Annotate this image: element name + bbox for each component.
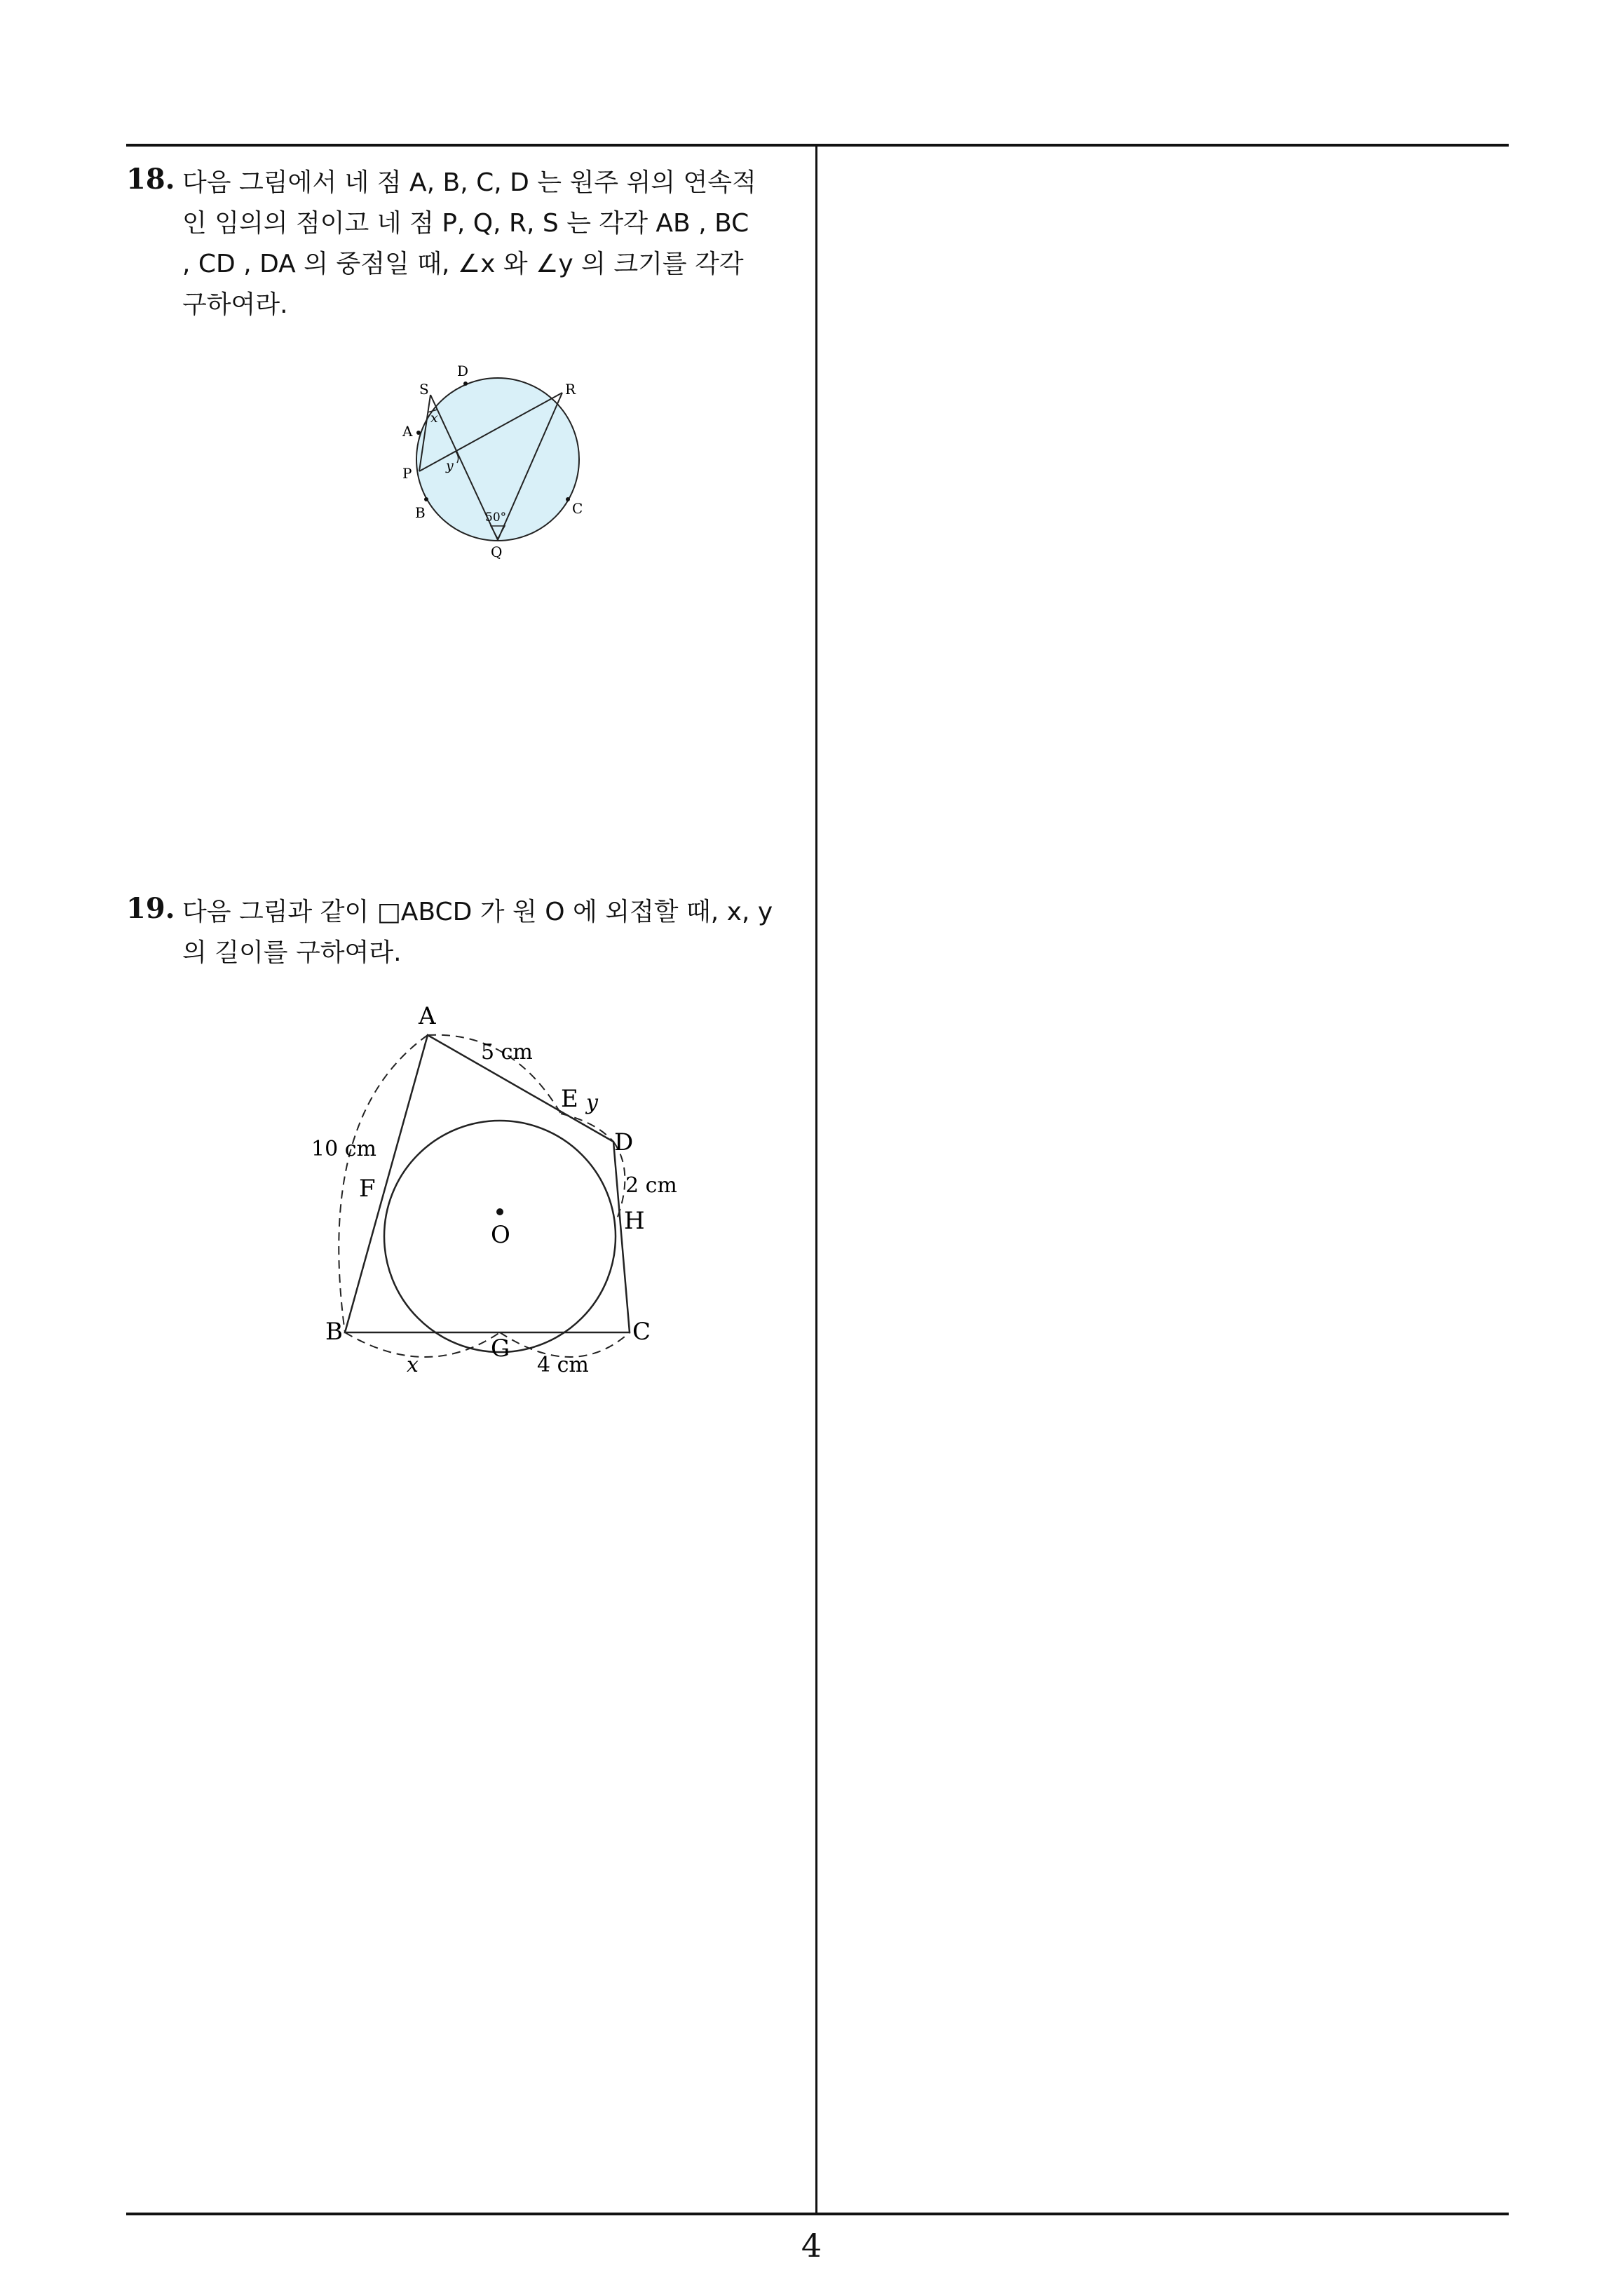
point-a-dot	[416, 431, 421, 435]
point-label-d: D	[457, 363, 469, 379]
bottom-rule	[126, 2213, 1509, 2215]
point-label-s: S	[419, 381, 429, 398]
point-label-c: C	[572, 500, 583, 517]
vertex-label-c: C	[632, 1318, 651, 1346]
point-label-p: P	[402, 465, 412, 482]
problem-line: 의 길이를 구하여라.	[182, 938, 402, 967]
point-b-dot	[424, 497, 428, 501]
tangent-label-e: E	[561, 1085, 578, 1113]
top-rule	[126, 144, 1509, 147]
problem-line: 다음 그림에서 네 점 A, B, C, D 는 원주 위의 연속적	[182, 168, 756, 197]
tangent-label-g: G	[491, 1335, 510, 1363]
point-label-r: R	[565, 381, 576, 398]
vertex-label-b: B	[325, 1318, 343, 1346]
point-label-q: Q	[491, 543, 503, 560]
problem-line: 구하여라.	[182, 290, 288, 319]
angle-x-label: x	[430, 410, 438, 426]
angle-q-label: 50°	[485, 511, 507, 525]
point-label-a: A	[402, 423, 413, 440]
point-label-b: B	[415, 504, 426, 521]
point-d-dot	[463, 381, 468, 386]
problem-line: 인 임의의 점이고 네 점 P, Q, R, S 는 각각 AB , BC	[182, 209, 749, 238]
tangent-label-f: F	[359, 1175, 376, 1203]
problem-text	[182, 163, 929, 325]
figure-18	[393, 358, 603, 568]
length-label-5cm: 5 cm	[481, 1040, 533, 1065]
dashed-arc-bg	[345, 1332, 500, 1357]
quadrilateral-abcd	[345, 1035, 630, 1332]
page-number: 4	[801, 2227, 822, 2264]
vertex-label-a: A	[419, 1002, 436, 1030]
center-o-dot	[496, 1208, 503, 1215]
problem-line: , CD , DA 의 중점일 때, ∠x 와 ∠y 의 크기를 각각	[182, 250, 744, 278]
length-label-4cm: 4 cm	[537, 1353, 589, 1377]
length-label-10cm: 10 cm	[311, 1137, 376, 1161]
center-label-o: O	[491, 1221, 510, 1249]
tangent-label-h: H	[624, 1207, 645, 1235]
dashed-arc-ab	[339, 1035, 428, 1332]
figure-19	[301, 989, 694, 1389]
problem-text	[182, 892, 929, 973]
problem-line: 다음 그림과 같이 □ABCD 가 원 O 에 외접할 때, x, y	[182, 898, 773, 926]
problem-number: 19.	[126, 892, 175, 925]
length-label-x: x	[407, 1353, 419, 1377]
length-label-2cm: 2 cm	[625, 1173, 677, 1198]
column-divider	[815, 144, 817, 2214]
angle-y-label: y	[446, 458, 454, 473]
problem-number: 18.	[126, 163, 175, 196]
point-c-dot	[566, 497, 570, 501]
vertex-label-d: D	[614, 1128, 634, 1156]
length-label-y: y	[586, 1090, 598, 1115]
